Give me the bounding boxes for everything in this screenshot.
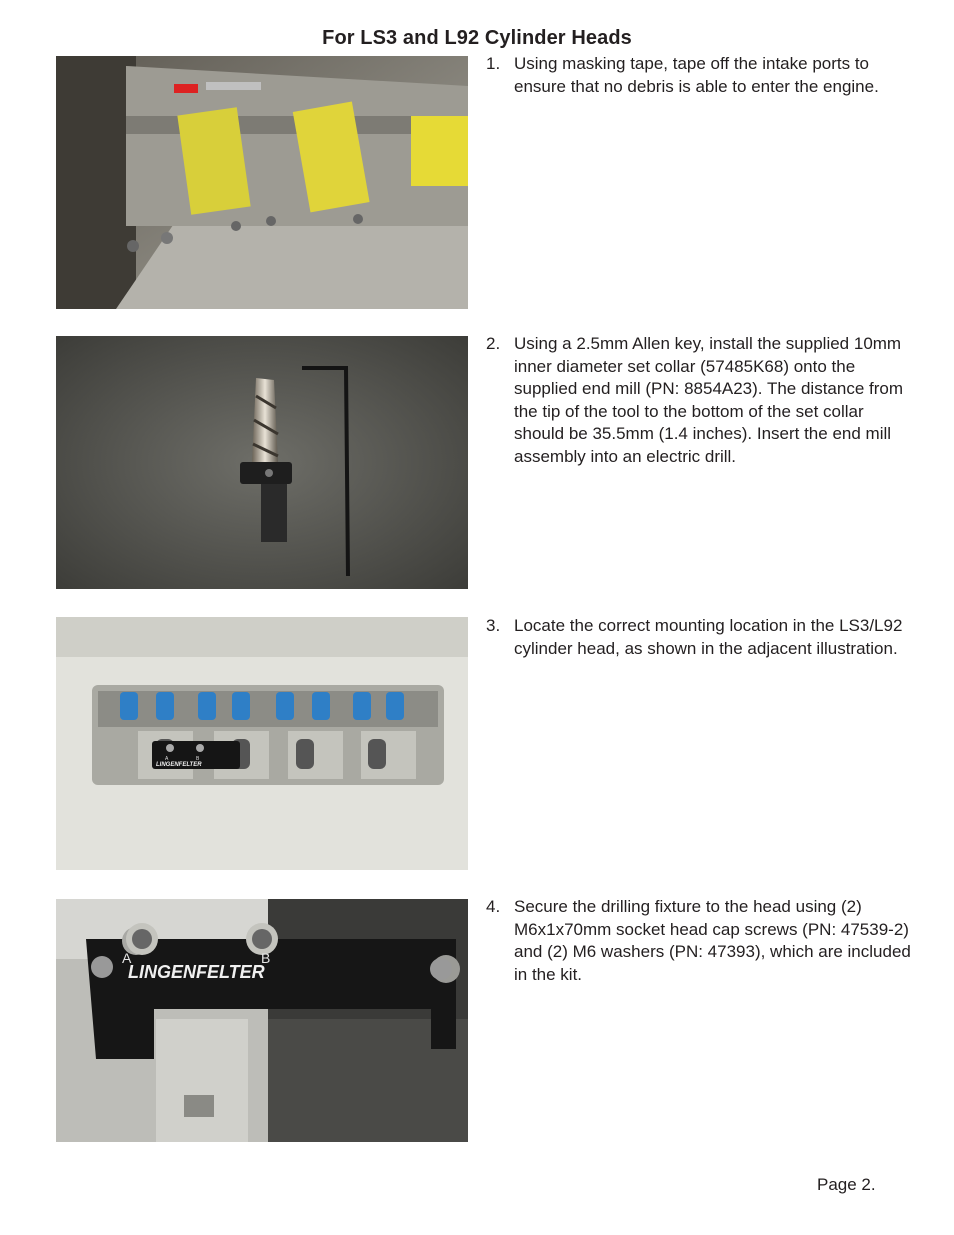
step-number: 3. <box>486 616 501 635</box>
page-title: For LS3 and L92 Cylinder Heads <box>322 27 632 49</box>
step-text: Locate the correct mounting location in the LS3/L92 cylinder head, as shown in the adjacent illustration. <box>514 616 903 658</box>
step-text: Using a 2.5mm Allen key, install the supplied 10mm inner diameter set collar (57485K68) onto the supplied end mill (PN: 8854A23). The distance from the tip of the tool to the bottom of the set collar should be 35.5mm (1.4 inches). Insert the end mill assembly into an electric drill. <box>514 334 903 466</box>
step-number: 4. <box>486 897 501 916</box>
hole-label-b: B <box>196 756 200 762</box>
page-number: Page 2. <box>817 1175 876 1194</box>
step-text: Secure the drilling fixture to the head using (2) M6x1x70mm socket head cap screws (PN: 47539-2) and (2) M6 washers (PN: 47393), which are included in the kit. <box>514 897 911 984</box>
step-item <box>486 53 916 98</box>
photo-drilling-fixture-secured <box>56 899 468 1142</box>
step-number: 2. <box>486 334 501 353</box>
step-text: Using masking tape, tape off the intake ports to ensure that no debris is able to enter the engine. <box>514 54 879 96</box>
hole-label-b: B <box>261 950 271 966</box>
fixture-brand-text: LINGENFELTER <box>128 962 265 982</box>
step-item <box>486 333 916 468</box>
hole-label-a: A <box>165 756 169 762</box>
photo-end-mill-and-allen-key <box>56 336 468 589</box>
hole-label-a: A <box>122 950 132 966</box>
photo-cylinder-head-mounting-location <box>56 617 468 870</box>
photo-taped-intake-ports <box>56 56 468 309</box>
step-number: 1. <box>486 54 501 73</box>
fixture-brand-text: LINGENFELTER <box>156 762 202 768</box>
step-item <box>486 896 916 986</box>
step-item <box>486 615 916 660</box>
